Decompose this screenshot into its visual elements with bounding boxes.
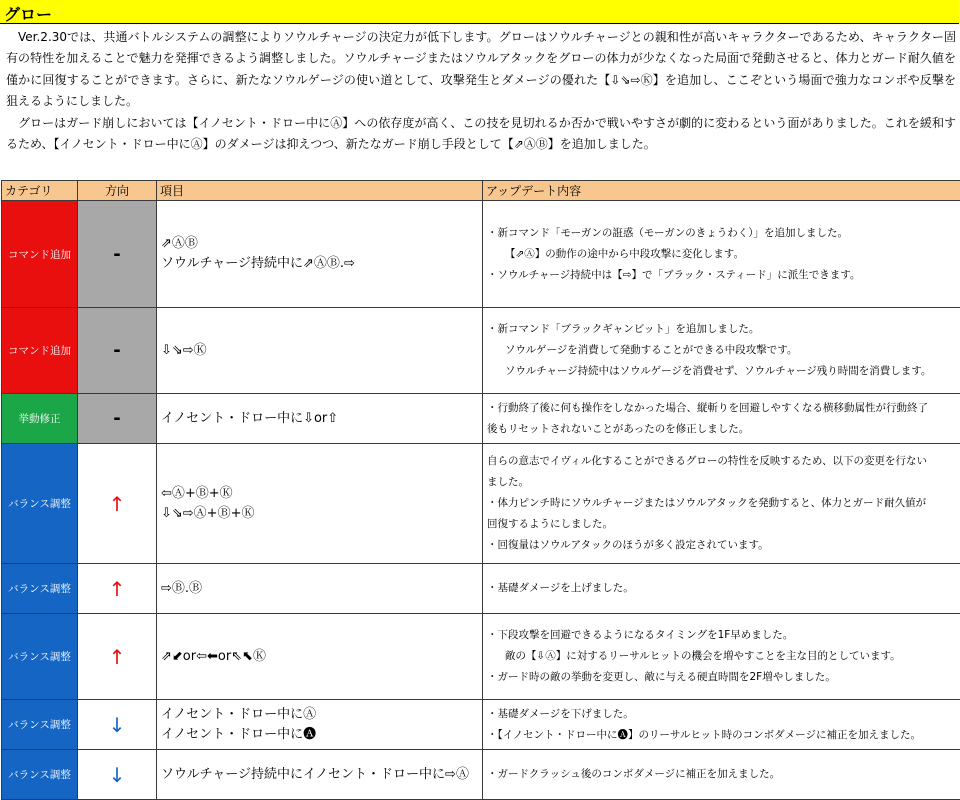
update-line: ・【イノセント・ドロー中に🅐】のリーサルヒット時のコンボダメージに補正を加えました。 — [487, 725, 956, 746]
update-line: 敵の【⇩Ⓐ】に対するリーサルヒットの機会を増やすことを主な目的としています。 — [487, 646, 956, 667]
table-header-row — [2, 181, 960, 201]
item-line: ⇩⇘⇨Ⓐ+Ⓑ+Ⓚ — [161, 504, 482, 524]
direction-cell — [78, 444, 157, 564]
update-line: ・ガードクラッシュ後のコンボダメージに補正を加えました。 — [487, 764, 956, 785]
item-line: ⇗ⒶⒷ — [161, 234, 482, 254]
item-line: ⇗⬋or⇦⬅or⇖⬉Ⓚ — [161, 647, 482, 667]
header-item: 項目 — [157, 181, 483, 201]
item-cell — [157, 750, 483, 800]
item-cell — [157, 201, 483, 308]
update-line: ・新コマンド「ブラックギャンビット」を追加しました。 — [487, 319, 956, 340]
update-line: ました。 — [487, 472, 956, 493]
item-cell — [157, 700, 483, 750]
update-line: ソウルゲージを消費して発動することができる中段攻撃です。 — [487, 340, 956, 361]
category-cell: コマンド追加 — [2, 308, 78, 394]
update-line: ・新コマンド「モーガンの誑惑（モーガンのきょうわく）」を追加しました。 — [487, 223, 956, 244]
update-line: ・基礎ダメージを上げました。 — [487, 578, 956, 599]
update-line: 【⇗Ⓐ】の動作の途中から中段攻撃に変化します。 — [487, 244, 956, 265]
update-cell — [483, 394, 960, 444]
update-cell — [483, 308, 960, 394]
update-table — [1, 180, 960, 800]
update-line: 後もリセットされないことがあったのを修正しました。 — [487, 419, 956, 440]
category-cell: コマンド追加 — [2, 201, 78, 308]
direction-cell — [78, 700, 157, 750]
category-cell: 挙動修正 — [2, 394, 78, 444]
arrow-up-icon: ↑ — [109, 645, 126, 669]
direction-cell — [78, 564, 157, 614]
table-row — [2, 201, 960, 308]
category-cell: バランス調整 — [2, 750, 78, 800]
item-line: イノセント・ドロー中に⇩or⇧ — [161, 409, 482, 429]
update-cell — [483, 444, 960, 564]
table-row — [2, 394, 960, 444]
update-cell — [483, 564, 960, 614]
update-line: ・体力ピンチ時にソウルチャージまたはソウルアタックを発動すると、体力とガード耐久値が — [487, 493, 956, 514]
item-line: ⇩⇘⇨Ⓚ — [161, 341, 482, 361]
item-line: ⇨Ⓑ.Ⓑ — [161, 579, 482, 599]
table-row — [2, 444, 960, 564]
direction-cell: - — [78, 308, 157, 394]
update-cell — [483, 750, 960, 800]
table-row — [2, 700, 960, 750]
intro-paragraph-1: Ver.2.30では、共通バトルシステムの調整によりソウルチャージの決定力が低下します。グローはソウルチャージとの親和性が高いキャラクターであるため、キャラクター固有の特性を加えることで魅力を発揮できるよう調整しました。ソウルチャージまたはソウルアタックをグローの体力が少なくなった局面で発動させると、体力とガード耐久値を僅かに回復することができます。さらに、新たなソウルゲージの使い道として、攻撃発生とダメージの優れた【⇩⇘⇨Ⓚ】を追加し、ここぞという場面で強力なコンボや反撃を狙えるようにしました。 — [6, 27, 956, 113]
item-line: ⇦Ⓐ+Ⓑ+Ⓚ — [161, 484, 482, 504]
update-line: ・ソウルチャージ持続中は【⇨】で「ブラック・スティード」に派生できます。 — [487, 265, 956, 286]
item-cell — [157, 444, 483, 564]
direction-cell: - — [78, 201, 157, 308]
arrow-down-icon: ↓ — [109, 763, 126, 787]
arrow-up-icon: ↑ — [109, 492, 126, 516]
item-line: イノセント・ドロー中に🅐 — [161, 725, 482, 745]
arrow-down-icon: ↓ — [109, 713, 126, 737]
direction-cell — [78, 614, 157, 700]
header-update: アップデート内容 — [483, 181, 960, 201]
item-line: ソウルチャージ持続中に⇗ⒶⒷ.⇨ — [161, 254, 482, 274]
update-line: ・行動終了後に何も操作をしなかった場合、縦斬りを回避しやすくなる横移動属性が行動終了 — [487, 398, 956, 419]
category-cell: バランス調整 — [2, 444, 78, 564]
table-row — [2, 614, 960, 700]
item-line: ソウルチャージ持続中にイノセント・ドロー中に⇨Ⓐ — [161, 765, 482, 785]
direction-cell: - — [78, 394, 157, 444]
item-line: イノセント・ドロー中にⒶ — [161, 705, 482, 725]
update-line: ・ガード時の敵の挙動を変更し、敵に与える硬直時間を2F増やしました。 — [487, 667, 956, 688]
category-cell: バランス調整 — [2, 564, 78, 614]
page-title: グロー — [4, 2, 52, 25]
direction-cell — [78, 750, 157, 800]
header-category: カテゴリ — [2, 181, 78, 201]
arrow-up-icon: ↑ — [109, 577, 126, 601]
intro-paragraph-2: グローはガード崩しにおいては【イノセント・ドロー中にⒶ】への依存度が高く、この技を見切れるか否かで戦いやすさが劇的に変わるという面がありました。これを緩和するため、【イノセント・ドロー中にⒶ】のダメージは抑えつつ、新たなガード崩し手段として【⇗ⒶⒷ】を追加しました。 — [6, 113, 956, 156]
update-cell — [483, 700, 960, 750]
table-row — [2, 750, 960, 800]
item-cell — [157, 394, 483, 444]
update-cell — [483, 201, 960, 308]
update-line: ・回復量はソウルアタックのほうが多く設定されています。 — [487, 535, 956, 556]
item-cell — [157, 614, 483, 700]
category-cell: バランス調整 — [2, 614, 78, 700]
item-cell — [157, 564, 483, 614]
update-line: ソウルチャージ持続中はソウルゲージを消費せず、ソウルチャージ残り時間を消費します。 — [487, 361, 956, 382]
table-row — [2, 308, 960, 394]
update-line: ・基礎ダメージを下げました。 — [487, 704, 956, 725]
title-bar — [0, 0, 959, 24]
update-cell — [483, 614, 960, 700]
item-cell — [157, 308, 483, 394]
update-line: 自らの意志でイヴィル化することができるグローの特性を反映するため、以下の変更を行ない — [487, 451, 956, 472]
update-line: 回復するようにしました。 — [487, 514, 956, 535]
header-direction: 方向 — [78, 181, 157, 201]
intro-text — [6, 27, 956, 155]
update-line: ・下段攻撃を回避できるようになるタイミングを1F早めました。 — [487, 625, 956, 646]
category-cell: バランス調整 — [2, 700, 78, 750]
table-row — [2, 564, 960, 614]
